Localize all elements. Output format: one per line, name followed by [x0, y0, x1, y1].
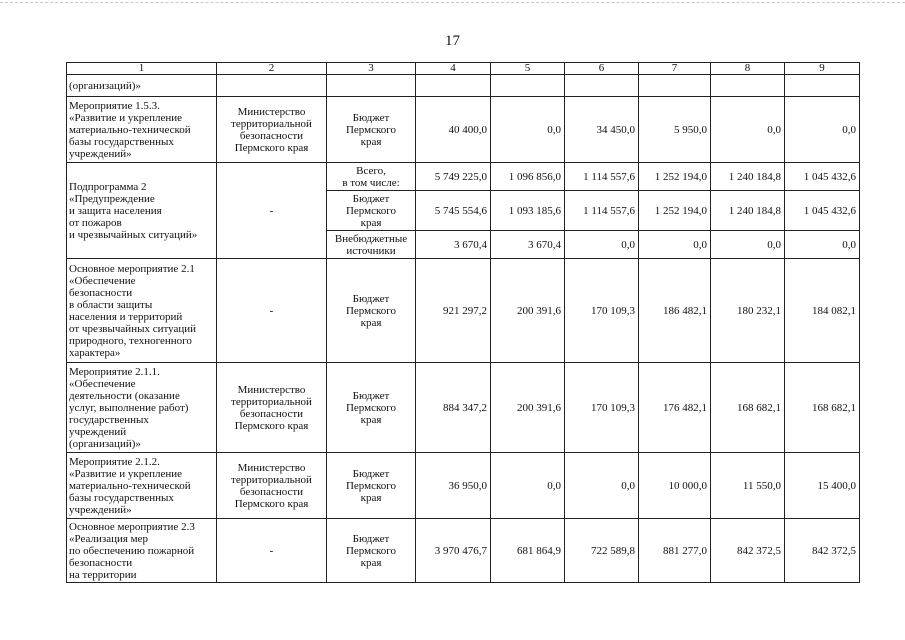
value-cell: 0,0: [785, 231, 860, 259]
value-cell: 200 391,6: [491, 363, 565, 453]
value-cell: 0,0: [785, 97, 860, 163]
header-cell: 5: [491, 63, 565, 75]
table-row: [67, 453, 860, 519]
table-row: [67, 163, 860, 191]
executor-cell: Министерство территориальной безопасности Пермского края: [217, 363, 327, 453]
header-cell: 9: [785, 63, 860, 75]
program-name-cell: Подпрограмма 2 «Предупреждение и защита населения от пожаров и чрезвычайных ситуаций»: [67, 163, 217, 259]
value-cell: 3 670,4: [491, 231, 565, 259]
value-cell: 1 252 194,0: [639, 163, 711, 191]
value-cell: 1 240 184,8: [711, 163, 785, 191]
value-cell: 0,0: [565, 453, 639, 519]
table-row: [67, 259, 860, 363]
value-cell: 722 589,8: [565, 519, 639, 583]
value-cell: 3 970 476,7: [416, 519, 491, 583]
source-cell: Всего, в том числе:: [327, 163, 416, 191]
budget-table: [66, 62, 860, 583]
value-cell: 1 093 185,6: [491, 191, 565, 231]
program-name-cell: Мероприятие 2.1.2. «Развитие и укрепление материально-технической базы государственных учреждений»: [67, 453, 217, 519]
value-cell: 3 670,4: [416, 231, 491, 259]
source-cell: Бюджет Пермского края: [327, 453, 416, 519]
value-cell: 1 114 557,6: [565, 191, 639, 231]
value-cell: 1 045 432,6: [785, 163, 860, 191]
value-cell: 1 252 194,0: [639, 191, 711, 231]
header-cell: 7: [639, 63, 711, 75]
table-row: [67, 363, 860, 453]
executor-cell: -: [217, 259, 327, 363]
executor-cell: Министерство территориальной безопасности Пермского края: [217, 97, 327, 163]
value-cell: 5 749 225,0: [416, 163, 491, 191]
value-cell: 1 240 184,8: [711, 191, 785, 231]
page-number: 17: [445, 33, 460, 49]
header-cell: 8: [711, 63, 785, 75]
program-name-cell: Мероприятие 1.5.3. «Развитие и укрепление материально-технической базы государственных учреждений»: [67, 97, 217, 163]
top-edge-line: [0, 2, 905, 3]
value-cell: 10 000,0: [639, 453, 711, 519]
value-cell: 170 109,3: [565, 259, 639, 363]
value-cell: 921 297,2: [416, 259, 491, 363]
value-cell: 884 347,2: [416, 363, 491, 453]
value-cell: 681 864,9: [491, 519, 565, 583]
header-cell: 3: [327, 63, 416, 75]
executor-cell: Министерство территориальной безопасности Пермского края: [217, 453, 327, 519]
value-cell: 40 400,0: [416, 97, 491, 163]
value-cell: 186 482,1: [639, 259, 711, 363]
executor-cell: -: [217, 519, 327, 583]
program-name-cell: Мероприятие 2.1.1. «Обеспечение деятельности (оказание услуг, выполнение работ) государственных учреждений (организаций)»: [67, 363, 217, 453]
value-cell: 168 682,1: [785, 363, 860, 453]
source-cell: Бюджет Пермского края: [327, 519, 416, 583]
program-name-cell: (организаций)»: [67, 75, 217, 97]
value-cell: 5 950,0: [639, 97, 711, 163]
value-cell: 184 082,1: [785, 259, 860, 363]
program-name-cell: Основное мероприятие 2.1 «Обеспечение безопасности в области защиты населения и территорий от чрезвычайных ситуаций природного, техногенного характера»: [67, 259, 217, 363]
executor-cell: -: [217, 163, 327, 259]
value-cell: 11 550,0: [711, 453, 785, 519]
value-cell: 0,0: [565, 231, 639, 259]
value-cell: 1 045 432,6: [785, 191, 860, 231]
table-row: [67, 75, 860, 97]
source-cell: Бюджет Пермского края: [327, 363, 416, 453]
value-cell: 0,0: [711, 97, 785, 163]
header-cell: 4: [416, 63, 491, 75]
value-cell: 1 114 557,6: [565, 163, 639, 191]
value-cell: 842 372,5: [785, 519, 860, 583]
value-cell: 1 096 856,0: [491, 163, 565, 191]
value-cell: 5 745 554,6: [416, 191, 491, 231]
header-cell: 6: [565, 63, 639, 75]
value-cell: 0,0: [491, 97, 565, 163]
value-cell: 170 109,3: [565, 363, 639, 453]
header-row: [67, 63, 860, 75]
value-cell: 34 450,0: [565, 97, 639, 163]
value-cell: 0,0: [639, 231, 711, 259]
source-cell: Бюджет Пермского края: [327, 191, 416, 231]
header-cell: 1: [67, 63, 217, 75]
value-cell: 180 232,1: [711, 259, 785, 363]
program-name-cell: Основное мероприятие 2.3 «Реализация мер по обеспечению пожарной безопасности на территории: [67, 519, 217, 583]
value-cell: 200 391,6: [491, 259, 565, 363]
source-cell: Бюджет Пермского края: [327, 259, 416, 363]
table-row: [67, 97, 860, 163]
value-cell: 36 950,0: [416, 453, 491, 519]
value-cell: 881 277,0: [639, 519, 711, 583]
source-cell: Бюджет Пермского края: [327, 97, 416, 163]
source-cell: Внебюджетные источники: [327, 231, 416, 259]
value-cell: 176 482,1: [639, 363, 711, 453]
value-cell: 842 372,5: [711, 519, 785, 583]
value-cell: 168 682,1: [711, 363, 785, 453]
value-cell: 15 400,0: [785, 453, 860, 519]
value-cell: 0,0: [711, 231, 785, 259]
value-cell: 0,0: [491, 453, 565, 519]
header-cell: 2: [217, 63, 327, 75]
table-row: [67, 519, 860, 583]
